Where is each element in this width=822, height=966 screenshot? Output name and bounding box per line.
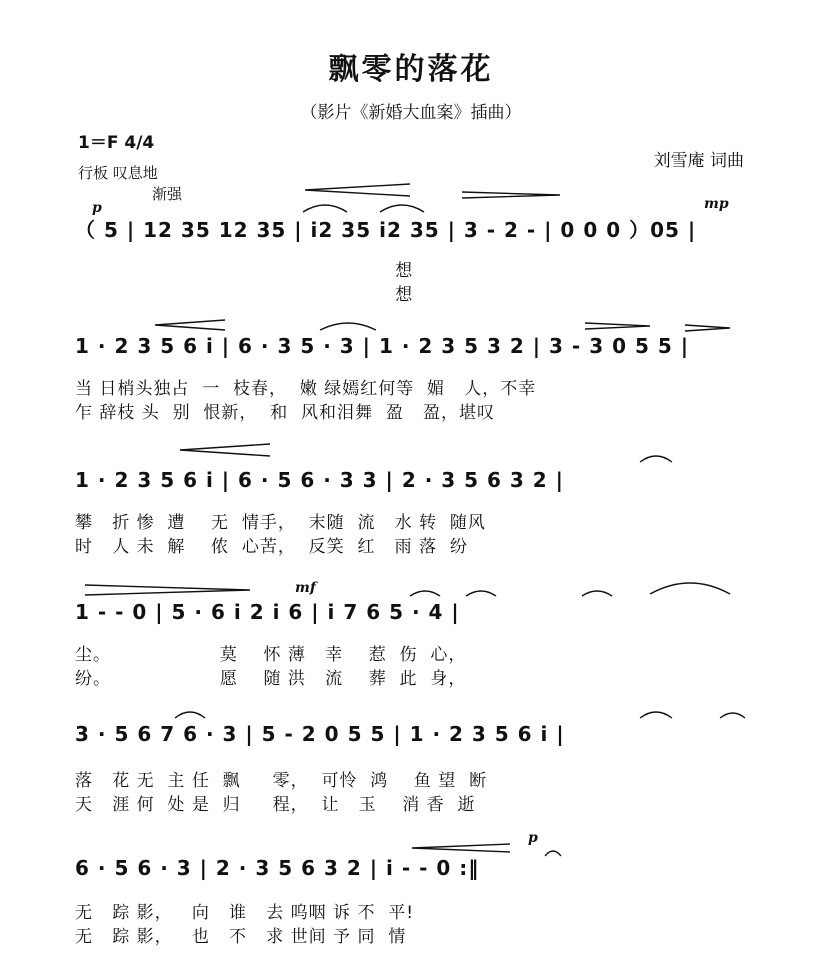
lyric-row-4-verse-2: 纷。 愿 随 洪 流 葬 此 身， [75,669,467,689]
dynamic-mf: mf [295,580,316,596]
lyric-row-2-verse-2: 乍 辞枝 头 别 恨新， 和 风和泪舞 盈 盈，堪叹 [75,403,496,423]
key-signature: 1＝F 4/4 [78,133,155,153]
lyric-row-2-verse-1: 当 日梢头独占 一 枝春， 嫩 绿嫣红何等 媚 人，不幸 [75,379,537,399]
lyric-row-4-verse-1: 尘。 莫 怀 薄 幸 惹 伤 心， [75,645,467,665]
notation-row-2: 1 · 2 3 5 6 i | 6 · 3 5 · 3 | 1 · 2 3 5 3 2 | 3 - 3 0 5 5 | [75,334,690,358]
lyric-row-3-verse-1: 攀 折 惨 遭 无 情手， 末随 流 水 转 随风 [75,513,486,533]
notation-row-6: 6 · 5 6 · 3 | 2 · 3 5 6 3 2 | i - - 0 :‖ [75,856,480,880]
tempo-marking: 行板 叹息地 [78,164,158,182]
dynamic-mp: mp [704,196,729,212]
lyric-row-5-verse-2: 天 涯 何 处 是 归 程， 让 玉 消 香 逝 [75,795,476,815]
notation-row-1: （ 5 | 12 35 12 35 | i2 35 i2 35 | 3 - 2 - | 0 0 0 ）05 | [75,218,697,242]
lyric-row-6-verse-1: 无 踪 影， 向 谁 去 呜咽 诉 不 平! [75,903,415,923]
author-credit: 刘雪庵 词曲 [653,151,744,171]
song-subtitle: （影片《新婚大血案》插曲） [300,103,522,123]
notation-row-3: 1 · 2 3 5 6 i | 6 · 5 6 · 3 3 | 2 · 3 5 6 3 2 | [75,468,564,492]
notation-row-4: 1 - - 0 | 5 · 6 i 2 i 6 | i 7 6 5 · 4 | [75,600,460,624]
dynamic-p: p [92,200,102,216]
crescendo-hairpin [305,184,410,196]
crescendo-text: 渐强 [152,185,183,203]
lyric-row-3-verse-2: 时 人 未 解 侬 心苦， 反笑 红 雨 落 纷 [75,537,468,557]
dynamic-p-final: p [528,830,538,846]
notation-row-5: 3 · 5 6 7 6 · 3 | 5 - 2 0 5 5 | 1 · 2 3 5 6 i | [75,722,565,746]
lyric-row-1-verse-2: 想 [75,285,414,305]
lyric-row-5-verse-1: 落 花 无 主 任 飘 零， 可怜 鸿 鱼 望 断 [75,771,488,791]
song-title: 飘零的落花 [328,52,494,87]
lyric-row-1-verse-1: 想 [75,261,414,281]
decrescendo-hairpin [462,192,560,198]
lyric-row-6-verse-2: 无 踪 影， 也 不 求 世间 予 同 情 [75,927,407,947]
